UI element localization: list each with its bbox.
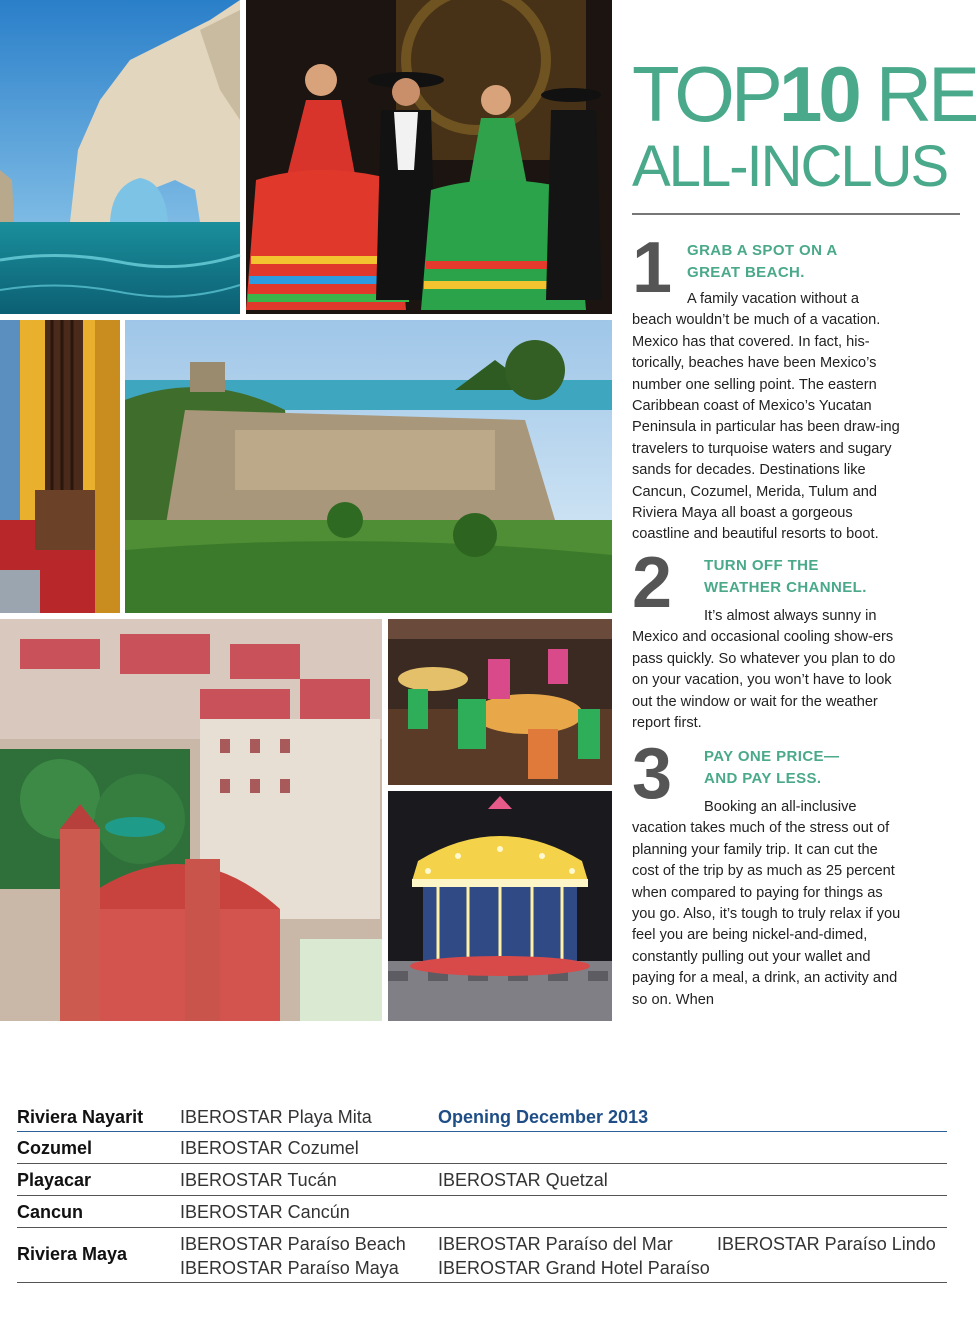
table-row <box>17 1228 947 1283</box>
tip-3 <box>632 734 902 1011</box>
table-row <box>17 1196 947 1228</box>
tip-body <box>632 797 902 1011</box>
table-row <box>17 1102 947 1132</box>
resort-name: IBEROSTAR Cancún <box>180 1202 350 1222</box>
tip-number: 2 <box>632 543 673 623</box>
tip-heading-line-2: WEATHER CHANNEL. <box>704 578 867 596</box>
resort-name: IBEROSTAR Tucán <box>180 1170 337 1190</box>
tip-body-first-line: Booking an all-inclusive <box>704 799 857 815</box>
photo-tulum-ruins <box>125 320 612 613</box>
headline-line-2: ALL-INCLUS <box>632 134 948 199</box>
tip-body-rest: beach wouldn’t be much of a vacation. Mexico has that covered. In fact, his-torically, beaches have been Mexico’s number one selling point. The eastern Caribbean coast of Mexico’s Yucatan Peninsula in particular has been draw-ing travelers to turquoise waters and sugary sands for decades. Destinations like Cancun, Cozumel, Merida, Tulum and Riviera Maya all boast a gorgeous coastline and beautiful resorts to boot. <box>632 312 900 543</box>
tip-heading-line-1: GRAB A SPOT ON A <box>687 242 838 259</box>
tip-body-first-line: A family vacation without a <box>687 291 859 307</box>
resort-name: IBEROSTAR Playa Mita <box>180 1107 372 1127</box>
tip-heading <box>704 555 902 598</box>
resort-table <box>17 1102 947 1283</box>
resort-name: IBEROSTAR Paraíso del Mar <box>438 1234 673 1254</box>
photo-guanajuato-city <box>0 619 382 1021</box>
tip-2 <box>632 543 902 734</box>
tip-body-rest: Mexico and occasional cooling show-ers pass quickly. So whatever you plan to do on your vacation, you won’t have to look out the window or wait for the weather report first. <box>632 629 896 732</box>
photo-carousel <box>388 791 612 1021</box>
region-name: Cozumel <box>17 1138 93 1158</box>
headline-word-top: TOP <box>632 50 779 138</box>
resort-name: IBEROSTAR Grand Hotel Paraíso <box>438 1258 710 1278</box>
region-name: Riviera Maya <box>17 1244 128 1264</box>
tip-body <box>632 606 902 734</box>
region-name: Cancun <box>17 1202 84 1222</box>
tip-body-first-line: It’s almost always sunny in <box>704 608 877 624</box>
opening-note: Opening December 2013 <box>438 1107 649 1127</box>
tip-heading-line-1: PAY ONE PRICE— <box>704 748 840 765</box>
headline-word-re: RE <box>875 50 976 138</box>
photo-colonial-street <box>0 320 120 613</box>
resort-name: IBEROSTAR Paraíso Lindo <box>717 1234 936 1254</box>
tip-heading <box>704 746 902 789</box>
headline-word-ten: 10 <box>778 50 858 138</box>
photo-colorful-restaurant <box>388 619 612 785</box>
photo-folk-dancers <box>246 0 612 314</box>
table-row <box>17 1164 947 1196</box>
tip-body <box>632 289 902 546</box>
resort-name: IBEROSTAR Quetzal <box>438 1170 608 1190</box>
region-name: Playacar <box>17 1170 92 1190</box>
tip-number: 1 <box>632 228 673 308</box>
resort-name: IBEROSTAR Cozumel <box>180 1138 359 1158</box>
headline <box>632 50 976 202</box>
tip-number: 3 <box>632 734 673 814</box>
tip-heading-line-2: AND PAY LESS. <box>704 769 822 787</box>
headline-divider <box>632 213 960 215</box>
resort-name: IBEROSTAR Paraíso Maya <box>180 1258 399 1278</box>
tip-heading <box>687 240 902 283</box>
resort-name: IBEROSTAR Paraíso Beach <box>180 1234 406 1254</box>
tip-body-rest: vacation takes much of the stress out of planning your family trip. It can cut the cost of the trip by as much as 25 percent when compared to paying for things as you go. Also, it’s tough to truly relax if you feel you are being nickel-and-dimed, constantly pulling out your wallet and paying for a meal, a drink, an activity and so on. When <box>632 820 901 1008</box>
tip-heading-line-2: GREAT BEACH. <box>687 263 805 281</box>
headline-line-1 <box>632 52 976 136</box>
table-row <box>17 1132 947 1164</box>
tip-heading-line-1: TURN OFF THE <box>704 557 819 574</box>
tip-1 <box>632 228 902 546</box>
region-name: Riviera Nayarit <box>17 1107 144 1127</box>
photo-cabo-arch <box>0 0 240 314</box>
